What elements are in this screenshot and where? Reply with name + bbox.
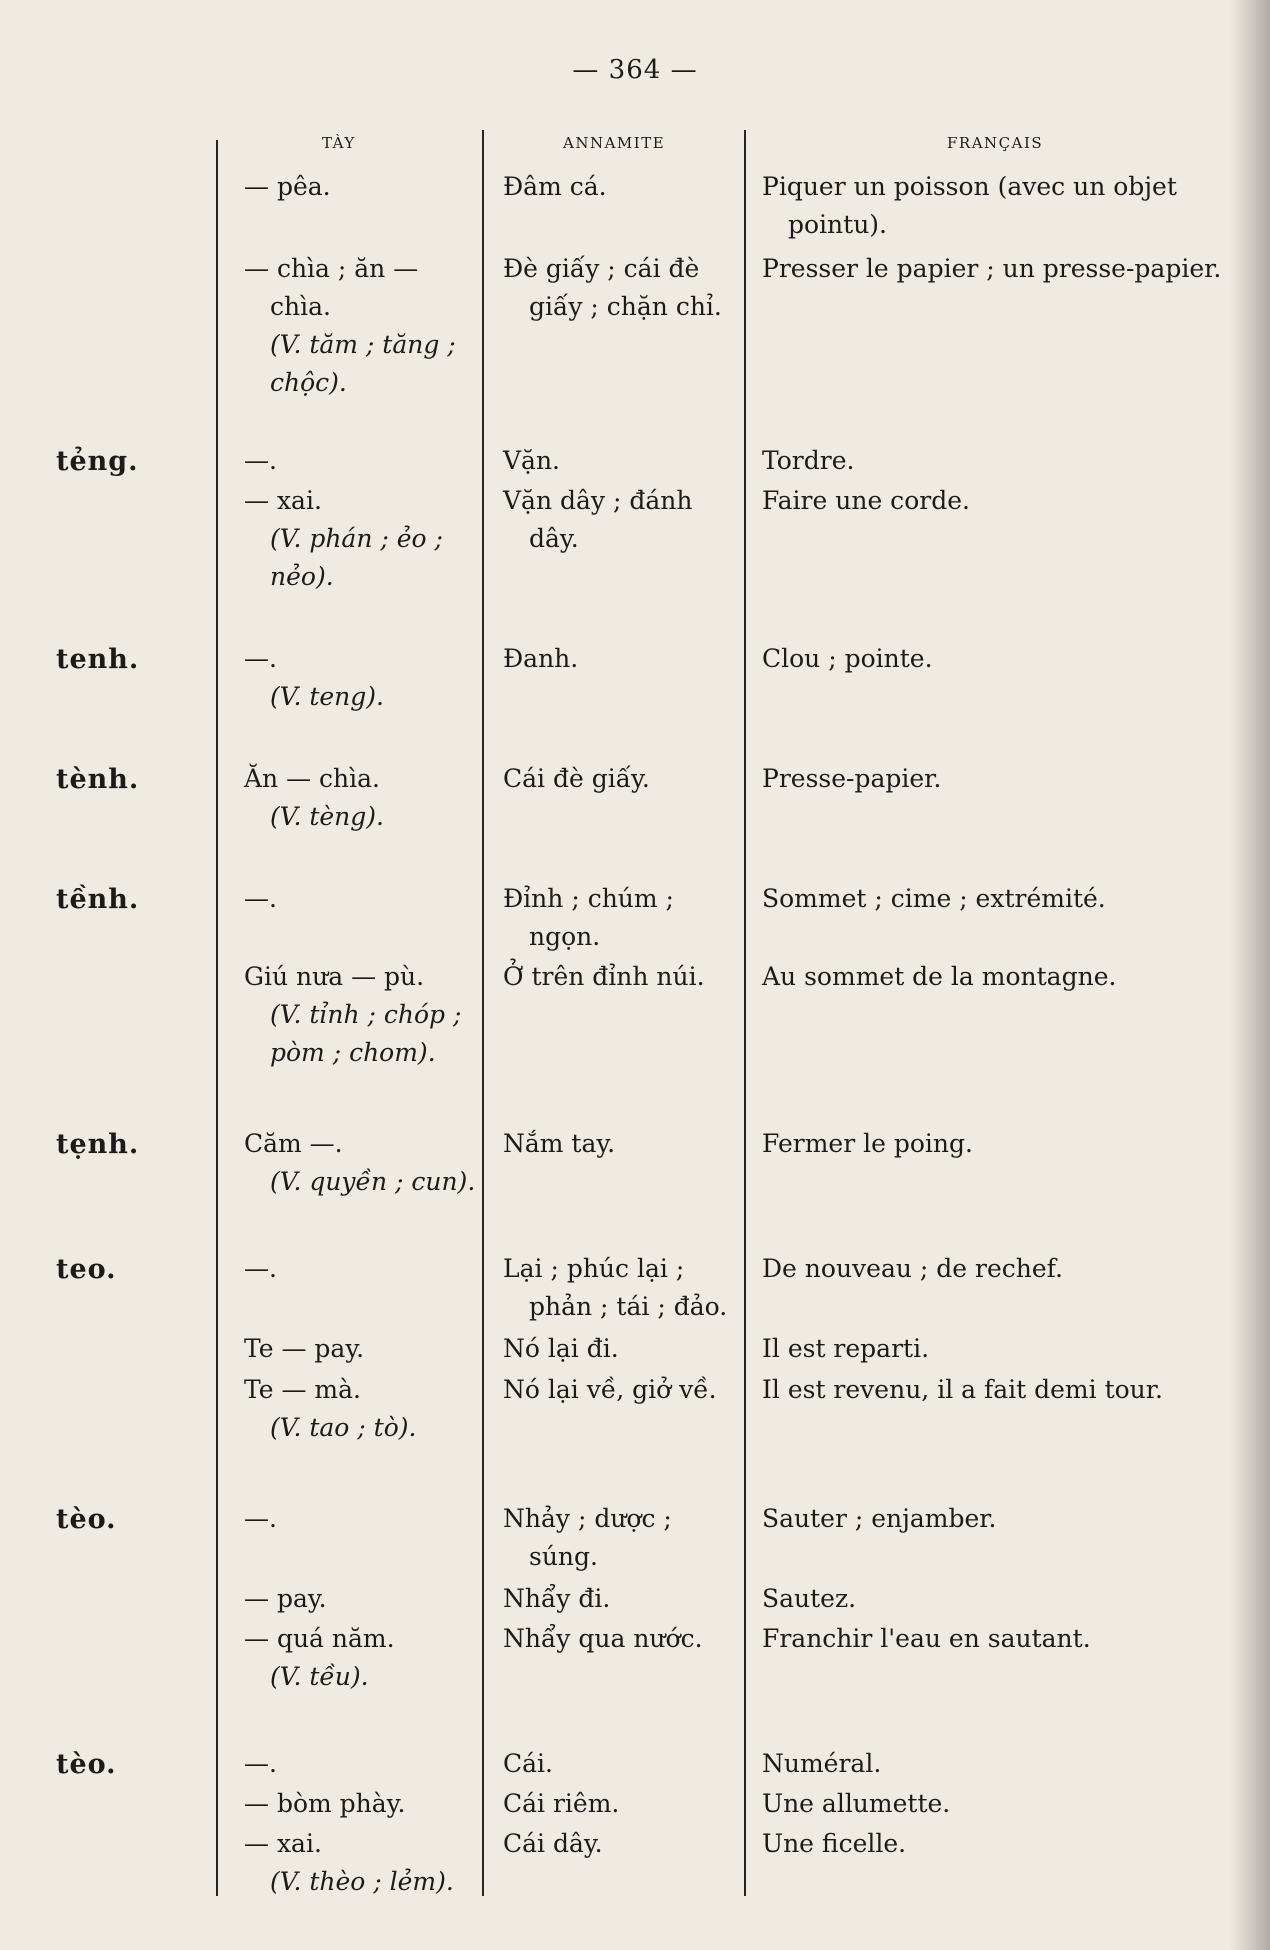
- cell-ann: [503, 1580, 743, 1618]
- cell-line: chộc).: [270, 368, 347, 397]
- cell-ann: [503, 1330, 743, 1368]
- cell-tay: [244, 1745, 484, 1783]
- cell-line: (V. tều).: [270, 1662, 369, 1691]
- cell-line: Presser le papier ; un presse-papier.: [762, 254, 1222, 283]
- cell-ann: [503, 880, 743, 956]
- cell-ann: [503, 168, 743, 206]
- cell-fr: [762, 1580, 1232, 1618]
- cell-line: —.: [244, 644, 277, 673]
- cell-fr: [762, 760, 1232, 798]
- cell-line: Đỉnh ; chúm ;: [503, 884, 674, 913]
- cell-line: Numéral.: [762, 1749, 882, 1778]
- cell-ann: [503, 1371, 743, 1409]
- cell-line: Vặn dây ; đánh: [503, 486, 693, 515]
- cell-line: Te — pay.: [244, 1334, 365, 1363]
- cell-line: — pêa.: [244, 172, 331, 201]
- cell-line: Căm —.: [244, 1129, 343, 1158]
- entry-headword: tenh.: [56, 644, 140, 675]
- cell-ann: [503, 1500, 743, 1576]
- cell-line: (V. phán ; ẻo ;: [270, 524, 443, 553]
- cell-ann: [503, 250, 743, 326]
- cell-line: Cái.: [503, 1749, 553, 1778]
- cell-tay: [244, 880, 484, 918]
- cell-line: Đanh.: [503, 644, 579, 673]
- cell-line: — quá năm.: [244, 1624, 395, 1653]
- cell-ann: [503, 1745, 743, 1783]
- cell-line: (V. tèng).: [270, 802, 384, 831]
- cell-line: Une allumette.: [762, 1789, 951, 1818]
- cell-line: Sommet ; cime ; extrémité.: [762, 884, 1106, 913]
- cell-line: dây.: [529, 524, 579, 553]
- cell-line: — chìa ; ăn —: [244, 254, 419, 283]
- cell-ann: [503, 482, 743, 558]
- cell-line: — xai.: [244, 1829, 322, 1858]
- column-header-francais: FRANÇAIS: [947, 134, 1044, 152]
- cell-line: De nouveau ; de rechef.: [762, 1254, 1063, 1283]
- cell-fr: [762, 1825, 1232, 1863]
- cell-fr: [762, 1620, 1232, 1658]
- cell-tay: [244, 1330, 484, 1368]
- cell-tay: [244, 482, 484, 596]
- cell-ann: [503, 640, 743, 678]
- cell-line: Cái dây.: [503, 1829, 603, 1858]
- column-header-tay: TÀY: [322, 134, 356, 152]
- cell-tay: [244, 1785, 484, 1823]
- cell-ann: [503, 442, 743, 480]
- cell-line: phản ; tái ; đảo.: [529, 1292, 728, 1321]
- cell-fr: [762, 958, 1232, 996]
- cell-line: — bòm phày.: [244, 1789, 406, 1818]
- cell-line: (V. teng).: [270, 682, 384, 711]
- cell-fr: [762, 1785, 1232, 1823]
- cell-line: (V. tao ; tò).: [270, 1413, 417, 1442]
- cell-line: Tordre.: [762, 446, 855, 475]
- cell-line: pòm ; chom).: [270, 1038, 436, 1067]
- cell-line: —.: [244, 446, 277, 475]
- cell-line: Cái riêm.: [503, 1789, 620, 1818]
- cell-fr: [762, 250, 1232, 288]
- cell-line: (V. thèo ; lẻm).: [270, 1867, 454, 1896]
- cell-tay: [244, 958, 484, 1072]
- cell-line: pointu).: [788, 210, 887, 239]
- cell-ann: [503, 1620, 743, 1658]
- cell-line: Nhẩy qua nước.: [503, 1624, 703, 1653]
- cell-line: Sautez.: [762, 1584, 857, 1613]
- cell-tay: [244, 1125, 484, 1201]
- cell-line: —.: [244, 1254, 277, 1283]
- column-header-annamite: ANNAMITE: [563, 134, 666, 152]
- cell-tay: [244, 1250, 484, 1288]
- cell-ann: [503, 1825, 743, 1863]
- cell-line: Đâm cá.: [503, 172, 607, 201]
- cell-line: súng.: [529, 1542, 598, 1571]
- cell-tay: [244, 168, 484, 206]
- cell-ann: [503, 1250, 743, 1326]
- cell-tay: [244, 442, 484, 480]
- cell-tay: [244, 1371, 484, 1447]
- cell-line: Ở trên đỉnh núi.: [503, 962, 705, 991]
- column-rule-left: [216, 140, 218, 1896]
- page-edge-shadow: [1230, 0, 1270, 1950]
- cell-fr: [762, 1371, 1232, 1409]
- cell-line: Piquer un poisson (avec un objet: [762, 172, 1177, 201]
- cell-ann: [503, 958, 743, 996]
- cell-fr: [762, 1330, 1232, 1368]
- cell-line: Nó lại về, giở về.: [503, 1375, 717, 1404]
- entry-headword: tẻng.: [56, 446, 139, 477]
- cell-line: —.: [244, 884, 277, 913]
- cell-tay: [244, 760, 484, 836]
- entry-headword: teo.: [56, 1254, 117, 1285]
- cell-line: Il est revenu, il a fait demi tour.: [762, 1375, 1163, 1404]
- cell-ann: [503, 1125, 743, 1163]
- cell-line: — xai.: [244, 486, 322, 515]
- cell-line: Nó lại đi.: [503, 1334, 619, 1363]
- cell-tay: [244, 1580, 484, 1618]
- cell-line: giấy ; chặn chỉ.: [529, 292, 722, 321]
- entry-headword: tènh.: [56, 764, 140, 795]
- cell-fr: [762, 482, 1232, 520]
- cell-line: Il est reparti.: [762, 1334, 930, 1363]
- cell-line: nẻo).: [270, 562, 334, 591]
- cell-line: Presse-papier.: [762, 764, 942, 793]
- cell-line: (V. tỉnh ; chóp ;: [270, 1000, 462, 1029]
- cell-line: Une ficelle.: [762, 1829, 907, 1858]
- cell-fr: [762, 1125, 1232, 1163]
- cell-line: Lại ; phúc lại ;: [503, 1254, 685, 1283]
- cell-line: Giú nưa — pù.: [244, 962, 425, 991]
- cell-tay: [244, 1620, 484, 1696]
- cell-line: —.: [244, 1504, 277, 1533]
- cell-line: Franchir l'eau en sautant.: [762, 1624, 1091, 1653]
- cell-line: (V. quyền ; cun).: [270, 1167, 476, 1196]
- cell-line: (V. tăm ; tăng ;: [270, 330, 456, 359]
- entry-headword: tẹnh.: [56, 1129, 140, 1160]
- cell-line: ngọn.: [529, 922, 601, 951]
- column-rule-right: [744, 130, 746, 1896]
- cell-line: Nhẩy đi.: [503, 1584, 611, 1613]
- entry-headword: tèo.: [56, 1749, 117, 1780]
- cell-line: Đè giấy ; cái đè: [503, 254, 700, 283]
- cell-fr: [762, 1500, 1232, 1538]
- cell-line: Cái đè giấy.: [503, 764, 650, 793]
- cell-fr: [762, 442, 1232, 480]
- cell-line: —.: [244, 1749, 277, 1778]
- cell-tay: [244, 640, 484, 716]
- entry-headword: tềnh.: [56, 884, 140, 915]
- cell-line: chìa.: [270, 292, 331, 321]
- cell-line: Te — mà.: [244, 1375, 361, 1404]
- cell-tay: [244, 1825, 484, 1901]
- cell-line: Au sommet de la montagne.: [762, 962, 1117, 991]
- cell-fr: [762, 640, 1232, 678]
- cell-line: — pay.: [244, 1584, 327, 1613]
- cell-tay: [244, 1500, 484, 1538]
- cell-fr: [762, 880, 1232, 918]
- cell-line: Vặn.: [503, 446, 561, 475]
- cell-line: Nhảy ; dược ;: [503, 1504, 672, 1533]
- cell-fr: [762, 168, 1232, 244]
- cell-line: Faire une corde.: [762, 486, 970, 515]
- cell-line: Clou ; pointe.: [762, 644, 933, 673]
- entry-headword: tèo.: [56, 1504, 117, 1535]
- cell-line: Fermer le poing.: [762, 1129, 973, 1158]
- cell-tay: [244, 250, 484, 402]
- cell-line: Sauter ; enjamber.: [762, 1504, 997, 1533]
- cell-ann: [503, 1785, 743, 1823]
- page-number: — 364 —: [572, 55, 698, 85]
- cell-ann: [503, 760, 743, 798]
- cell-line: Nắm tay.: [503, 1129, 616, 1158]
- cell-fr: [762, 1250, 1232, 1288]
- cell-line: Ăn — chìa.: [244, 764, 380, 793]
- cell-fr: [762, 1745, 1232, 1783]
